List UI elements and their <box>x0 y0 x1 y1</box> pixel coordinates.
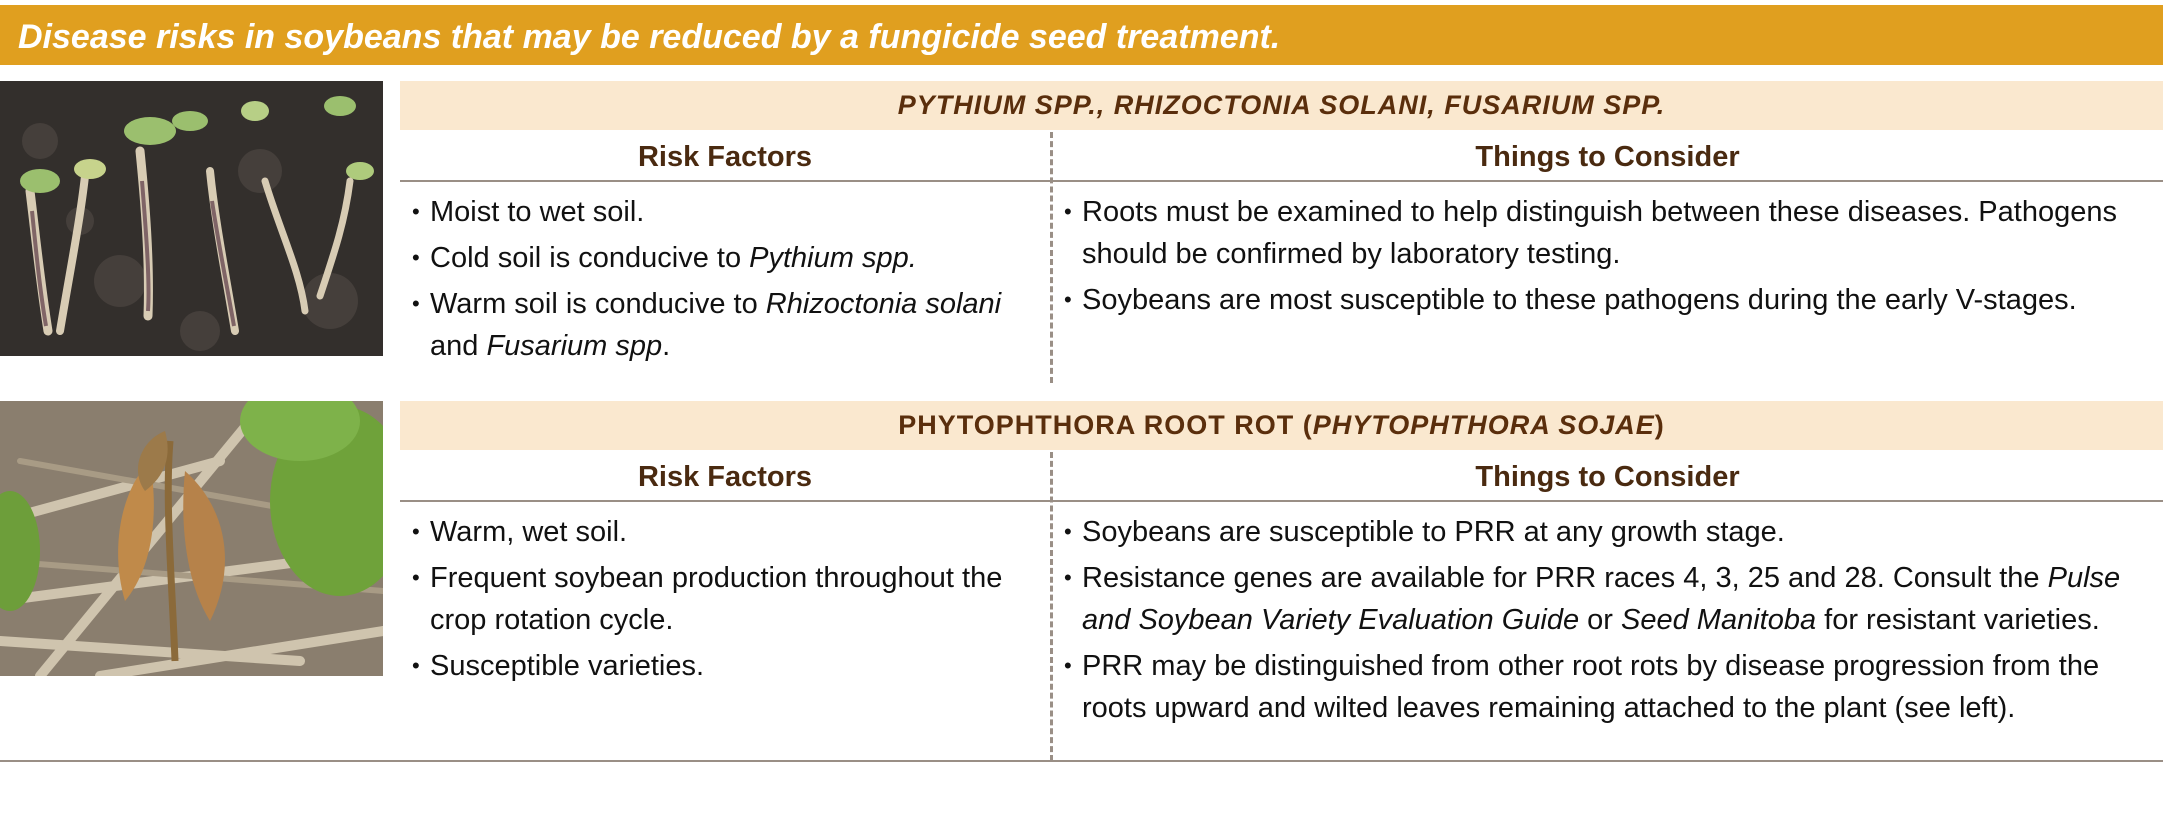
pythium-section <box>400 81 2163 383</box>
bottom-rule <box>0 760 2163 762</box>
list-item: • Soybeans are susceptible to PRR at any growth stage. <box>1064 511 2163 553</box>
section-header-text: PYTHIUM SPP., RHIZOCTONIA SOLANI, FUSARIUM SPP. <box>897 90 1666 120</box>
section-header <box>400 81 2163 130</box>
things-to-consider-list <box>1064 191 2163 325</box>
risk-factors-list <box>412 191 1048 371</box>
seedling-root-rot-photo <box>0 81 383 356</box>
list-item: • PRR may be distinguished from other root rots by disease progression from the roots upward and wilted leaves remaining attached to the plant (see left). <box>1064 645 2163 729</box>
risk-factors-heading: Risk Factors <box>637 461 813 493</box>
list-item: • Susceptible varieties. <box>412 645 1048 687</box>
list-item: • Moist to wet soil. <box>412 191 1048 233</box>
list-item: • Soybeans are most susceptible to these pathogens during the early V-stages. <box>1064 279 2163 321</box>
things-to-consider-heading: Things to Consider <box>1475 461 1740 493</box>
title-banner <box>0 5 2163 65</box>
list-item: • Warm, wet soil. <box>412 511 1048 553</box>
header-rule <box>400 180 2163 182</box>
wilted-soybean-plant-photo <box>0 401 383 676</box>
list-item: • Resistance genes are available for PRR races 4, 3, 25 and 28. Consult the Pulse and Soybean Variety Evaluation Guide or Seed Manitoba for resistant varieties. <box>1064 557 2163 641</box>
list-item: • Warm soil is conducive to Rhizoctonia solani and Fusarium spp. <box>412 283 1048 367</box>
list-item: • Cold soil is conducive to Pythium spp. <box>412 237 1048 279</box>
page-title: Disease risks in soybeans that may be reduced by a fungicide seed treatment. <box>18 18 1281 56</box>
list-item: • Frequent soybean production throughout the crop rotation cycle. <box>412 557 1048 641</box>
section-header: PHYTOPHTHORA ROOT ROT (PHYTOPHTHORA SOJAE) <box>400 401 2163 450</box>
risk-factors-list <box>412 511 1048 691</box>
phytophthora-section <box>400 401 2163 761</box>
column-divider <box>1050 452 1053 761</box>
things-to-consider-list <box>1064 511 2163 733</box>
column-divider <box>1050 132 1053 383</box>
things-to-consider-heading: Things to Consider <box>1475 141 1740 173</box>
header-rule <box>400 500 2163 502</box>
list-item: • Roots must be examined to help distinguish between these diseases. Pathogens should be confirmed by laboratory testing. <box>1064 191 2163 275</box>
risk-factors-heading: Risk Factors <box>637 141 813 173</box>
